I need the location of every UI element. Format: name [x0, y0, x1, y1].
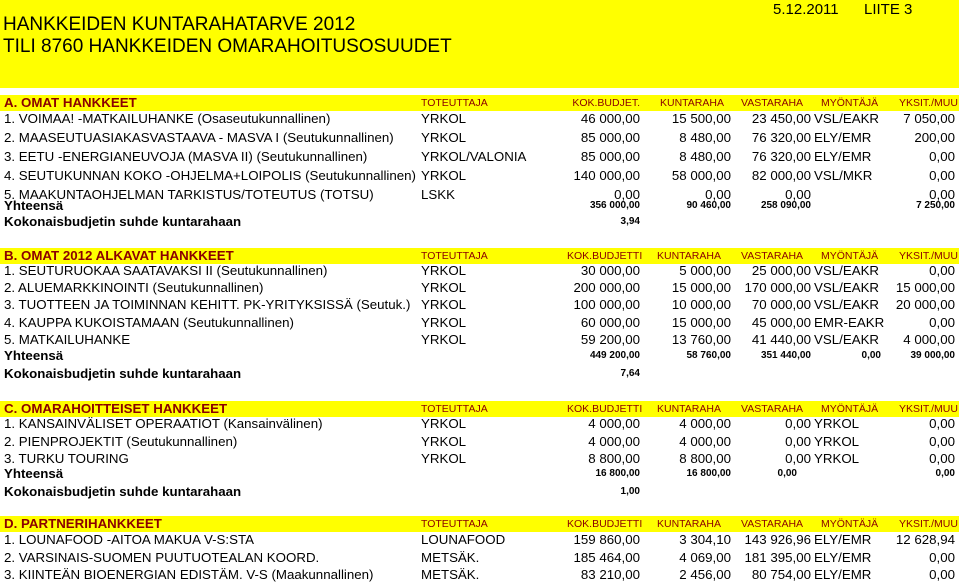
private-other: 0,00	[929, 416, 955, 431]
total-budget: 100 000,00	[573, 297, 640, 313]
municipal-funding: 3 304,10	[679, 532, 731, 547]
total-budget: 200 000,00	[573, 280, 640, 296]
implementer: METSÄK.	[421, 549, 480, 565]
grantor: ELY/EMR	[814, 549, 872, 565]
municipal-funding: 15 000,00	[671, 280, 731, 296]
table-row	[0, 148, 959, 166]
private-other: 0,00	[929, 549, 955, 565]
matching-funding: 181 395,00	[744, 549, 811, 565]
col-vastaraha: VASTARAHA	[741, 518, 804, 530]
matching-funding: 0,00	[785, 451, 811, 466]
table-row	[0, 314, 959, 332]
col-vastaraha: VASTARAHA	[741, 97, 804, 109]
implementer: YRKOL/VALONIA	[421, 149, 527, 164]
total-budget: 8 800,00	[588, 451, 640, 466]
project-name: 5. MAAKUNTAOHJELMAN TARKISTUS/TOTEUTUS (TOTSU)	[4, 187, 374, 202]
matching-funding: 82 000,00	[751, 168, 811, 183]
implementer: YRKOL	[421, 280, 467, 296]
section-b-total	[0, 347, 959, 365]
section-c-ratio	[0, 483, 959, 501]
total-yksit: 7 250,00	[916, 200, 955, 211]
ratio-label: Kokonaisbudjetin suhde kuntarahaan	[4, 484, 242, 499]
municipal-funding: 13 760,00	[671, 331, 731, 347]
private-other: 0,00	[929, 263, 955, 278]
total-budget: 46 000,00	[580, 111, 640, 126]
table-row	[0, 433, 959, 451]
total-label: Yhteensä	[4, 466, 64, 481]
col-yksit: YKSIT./MUU	[899, 518, 958, 530]
section-c-title: C. OMARAHOITTEISET HANKKEET	[4, 401, 228, 416]
total-budget: 140 000,00	[573, 168, 640, 183]
total-budget: 83 210,00	[580, 567, 640, 582]
col-kokbudjetti: KOK.BUDJETTI	[567, 518, 643, 530]
private-other: 0,00	[929, 168, 955, 183]
grantor: VSL/EAKR	[814, 111, 880, 126]
implementer: LSKK	[421, 187, 456, 202]
total-budget: 0,00	[614, 187, 640, 202]
private-other: 20 000,00	[895, 297, 955, 313]
implementer: YRKOL	[421, 331, 467, 347]
total-kokbudjet: 16 800,00	[595, 468, 640, 479]
col-kuntaraha: KUNTARAHA	[657, 250, 721, 262]
total-budget: 4 000,00	[588, 433, 640, 449]
private-other: 0,00	[929, 314, 955, 330]
total-budget: 159 860,00	[573, 532, 640, 547]
municipal-funding: 4 000,00	[679, 416, 731, 431]
implementer: YRKOL	[421, 297, 467, 313]
matching-funding: 41 440,00	[751, 331, 811, 347]
project-name: 3. TUOTTEEN JA TOIMINNAN KEHITT. PK-YRITYKSISSÄ (Seutuk.)	[4, 297, 411, 313]
project-name: 1. LOUNAFOOD -AITOA MAKUA V-S:STA	[4, 532, 254, 547]
page-subtitle: TILI 8760 HANKKEIDEN OMARAHOITUSOSUUDET	[3, 36, 452, 57]
grantor: ELY/EMR	[814, 567, 872, 582]
total-yksit: 39 000,00	[910, 350, 955, 361]
col-myontaja: MYÖNTÄJÄ	[821, 403, 879, 415]
project-name: 2. PIENPROJEKTIT (Seutukunnallinen)	[4, 433, 238, 449]
private-other: 0,00	[929, 567, 955, 582]
table-row	[0, 167, 959, 185]
private-other: 0,00	[929, 149, 955, 164]
total-budget: 85 000,00	[580, 130, 640, 145]
section-b-ratio	[0, 365, 959, 383]
section-d-title: D. PARTNERIHANKKEET	[4, 516, 162, 531]
implementer: YRKOL	[421, 416, 467, 431]
grantor: VSL/EAKR	[814, 280, 880, 296]
municipal-funding: 5 000,00	[679, 263, 731, 278]
total-label: Yhteensä	[4, 348, 64, 363]
col-kokbudjet: KOK.BUDJET.	[572, 97, 640, 109]
private-other: 4 000,00	[903, 331, 955, 347]
grantor: YRKOL	[814, 433, 860, 449]
col-kuntaraha: KUNTARAHA	[657, 518, 721, 530]
total-budget: 59 200,00	[580, 331, 640, 347]
private-other: 200,00	[914, 130, 955, 145]
table-row	[0, 531, 959, 549]
total-kokbudjet: 449 200,00	[589, 350, 640, 361]
municipal-funding: 8 480,00	[679, 149, 731, 164]
project-name: 2. VARSINAIS-SUOMEN PUUTUOTEALAN KOORD.	[4, 549, 320, 565]
col-kokbudjetti: KOK.BUDJETTI	[567, 250, 643, 262]
total-kuntaraha: 90 460,00	[686, 200, 731, 211]
matching-funding: 170 000,00	[744, 280, 811, 296]
table-row	[0, 129, 959, 147]
project-name: 4. SEUTUKUNNAN KOKO -OHJELMA+LOIPOLIS (Seutukunnallinen)	[4, 168, 416, 183]
total-vastaraha: 258 090,00	[760, 200, 811, 211]
appendix-label: LIITE 3	[864, 1, 913, 18]
section-a-ratio	[0, 213, 959, 231]
implementer: METSÄK.	[421, 567, 480, 582]
ratio-label: Kokonaisbudjetin suhde kuntarahaan	[4, 366, 242, 381]
matching-funding: 0,00	[785, 416, 811, 431]
project-name: 1. KANSAINVÄLISET OPERAATIOT (Kansainvälinen)	[4, 416, 323, 431]
total-kuntaraha: 16 800,00	[686, 468, 731, 479]
matching-funding: 70 000,00	[751, 297, 811, 313]
col-yksit: YKSIT./MUU	[899, 97, 958, 109]
project-name: 2. MAASEUTUASIAKASVASTAAVA - MASVA I (Seutukunnallinen)	[4, 130, 394, 145]
matching-funding: 80 754,00	[751, 567, 811, 582]
grantor: YRKOL	[814, 416, 860, 431]
implementer: YRKOL	[421, 314, 467, 330]
total-yksit: 0,00	[935, 468, 955, 479]
municipal-funding: 0,00	[705, 187, 731, 202]
ratio-value: 3,94	[620, 216, 640, 227]
total-myontaja: 0,00	[861, 350, 881, 361]
private-other: 0,00	[929, 433, 955, 449]
col-yksit: YKSIT./MUU	[899, 403, 958, 415]
private-other: 7 050,00	[903, 111, 955, 126]
col-vastaraha: VASTARAHA	[741, 250, 804, 262]
col-toteuttaja: TOTEUTTAJA	[421, 97, 488, 109]
project-name: 1. SEUTURUOKAA SAATAVAKSI II (Seutukunnallinen)	[4, 263, 328, 278]
page-title: HANKKEIDEN KUNTARAHATARVE 2012	[3, 14, 356, 35]
municipal-funding: 15 500,00	[671, 111, 731, 126]
private-other: 0,00	[929, 451, 955, 466]
matching-funding: 143 926,96	[744, 532, 811, 547]
total-kuntaraha: 58 760,00	[686, 350, 731, 361]
section-a-title: A. OMAT HANKKEET	[4, 95, 137, 110]
table-row	[0, 279, 959, 297]
col-kokbudjetti: KOK.BUDJETTI	[567, 403, 643, 415]
total-vastaraha: 0,00	[777, 468, 797, 479]
ratio-value: 7,64	[620, 368, 640, 379]
matching-funding: 76 320,00	[751, 149, 811, 164]
col-myontaja: MYÖNTÄJÄ	[821, 250, 879, 262]
table-row	[0, 262, 959, 280]
col-kuntaraha: KUNTARAHA	[660, 97, 724, 109]
total-budget: 30 000,00	[580, 263, 640, 278]
matching-funding: 23 450,00	[751, 111, 811, 126]
municipal-funding: 10 000,00	[671, 297, 731, 313]
project-name: 3. EETU -ENERGIANEUVOJA (MASVA II) (Seutukunnallinen)	[4, 149, 368, 164]
col-myontaja: MYÖNTÄJÄ	[821, 97, 879, 109]
matching-funding: 0,00	[785, 187, 811, 202]
project-name: 1. VOIMAA! -MATKAILUHANKE (Osaseutukunnallinen)	[4, 111, 331, 126]
grantor: YRKOL	[814, 451, 860, 466]
project-name: 4. KAUPPA KUKOISTAMAAN (Seutukunnallinen)	[4, 314, 294, 330]
col-kuntaraha: KUNTARAHA	[657, 403, 721, 415]
grantor: VSL/EAKR	[814, 331, 880, 347]
implementer: YRKOL	[421, 451, 467, 466]
implementer: YRKOL	[421, 263, 467, 278]
table-row	[0, 566, 959, 584]
col-toteuttaja: TOTEUTTAJA	[421, 518, 488, 530]
implementer: YRKOL	[421, 168, 467, 183]
grantor: ELY/EMR	[814, 130, 872, 145]
implementer: YRKOL	[421, 111, 467, 126]
matching-funding: 25 000,00	[751, 263, 811, 278]
total-budget: 4 000,00	[588, 416, 640, 431]
col-toteuttaja: TOTEUTTAJA	[421, 250, 488, 262]
ratio-label: Kokonaisbudjetin suhde kuntarahaan	[4, 214, 242, 229]
municipal-funding: 4 000,00	[679, 433, 731, 449]
municipal-funding: 8 480,00	[679, 130, 731, 145]
project-name: 2. ALUEMARKKINOINTI (Seutukunnallinen)	[4, 280, 264, 296]
private-other: 12 628,94	[895, 532, 955, 547]
section-b-title: B. OMAT 2012 ALKAVAT HANKKEET	[4, 248, 234, 263]
total-budget: 185 464,00	[573, 549, 640, 565]
table-row	[0, 110, 959, 128]
implementer: LOUNAFOOD	[421, 532, 506, 547]
total-budget: 85 000,00	[580, 149, 640, 164]
table-row	[0, 415, 959, 433]
total-label: Yhteensä	[4, 198, 64, 213]
grantor: ELY/EMR	[814, 149, 872, 164]
matching-funding: 45 000,00	[751, 314, 811, 330]
ratio-value: 1,00	[620, 486, 640, 497]
grantor: VSL/MKR	[814, 168, 873, 183]
total-budget: 60 000,00	[580, 314, 640, 330]
municipal-funding: 2 456,00	[679, 567, 731, 582]
table-row	[0, 296, 959, 314]
implementer: YRKOL	[421, 433, 467, 449]
grantor: VSL/EAKR	[814, 297, 880, 313]
matching-funding: 76 320,00	[751, 130, 811, 145]
grantor: ELY/EMR	[814, 532, 872, 547]
project-name: 3. KIINTEÄN BIOENERGIAN EDISTÄM. V-S (Maakunnallinen)	[4, 567, 374, 582]
col-myontaja: MYÖNTÄJÄ	[821, 518, 879, 530]
municipal-funding: 15 000,00	[671, 314, 731, 330]
section-c-total	[0, 465, 959, 483]
total-vastaraha: 351 440,00	[760, 350, 811, 361]
municipal-funding: 8 800,00	[679, 451, 731, 466]
municipal-funding: 58 000,00	[671, 168, 731, 183]
table-row	[0, 549, 959, 567]
project-name: 3. TURKU TOURING	[4, 451, 129, 466]
document-date: 5.12.2011	[773, 1, 839, 18]
total-kokbudjet: 356 000,00	[589, 200, 640, 211]
matching-funding: 0,00	[785, 433, 811, 449]
grantor: EMR-EAKR	[814, 314, 885, 330]
project-name: 5. MATKAILUHANKE	[4, 331, 131, 347]
col-vastaraha: VASTARAHA	[741, 403, 804, 415]
col-yksit: YKSIT./MUU	[899, 250, 958, 262]
grantor: VSL/EAKR	[814, 263, 880, 278]
municipal-funding: 4 069,00	[679, 549, 731, 565]
implementer: YRKOL	[421, 130, 467, 145]
private-other: 0,00	[929, 187, 955, 202]
col-toteuttaja: TOTEUTTAJA	[421, 403, 488, 415]
private-other: 15 000,00	[895, 280, 955, 296]
